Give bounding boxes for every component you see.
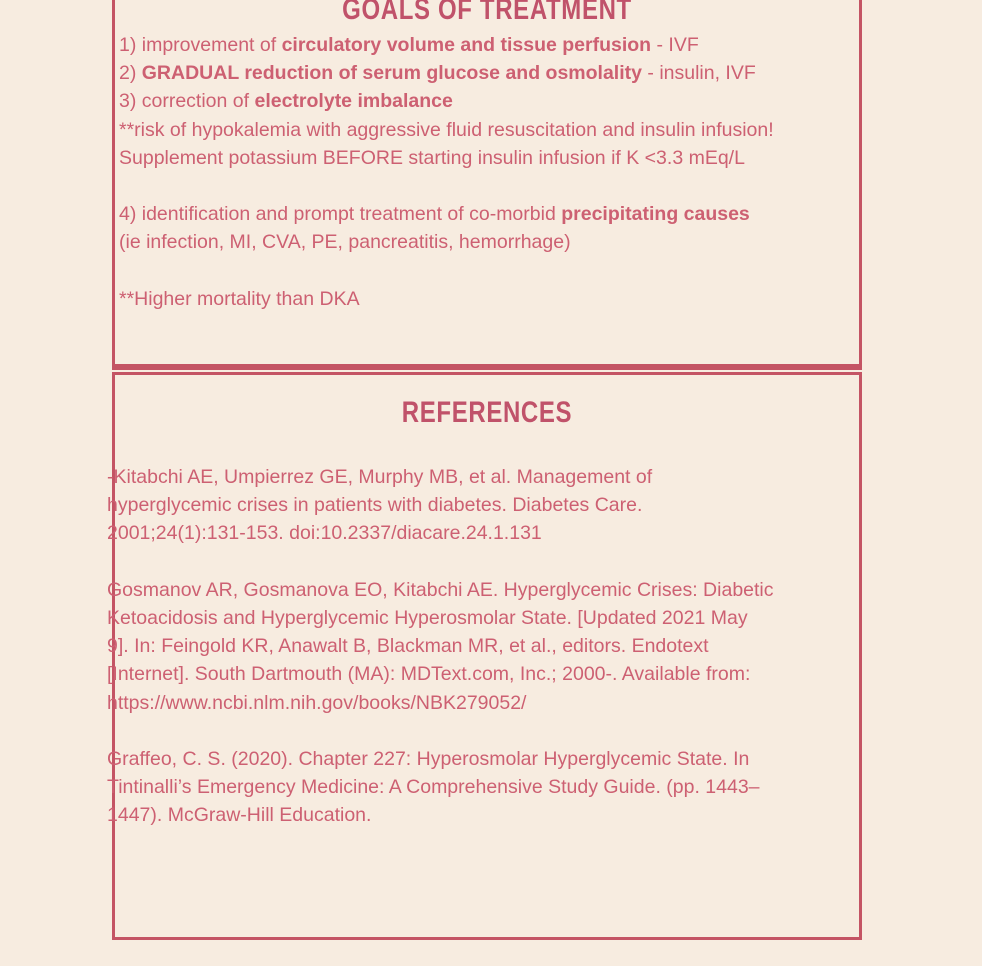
reference-line: 1447). McGraw-Hill Education.: [107, 804, 372, 827]
emphasis-text: GRADUAL reduction of serum glucose and osmolality: [141, 62, 642, 85]
plain-text: 1) improvement of: [119, 34, 282, 56]
goals-of-treatment-heading: GOALS OF TREATMENT: [342, 0, 632, 26]
reference-line: https://www.ncbi.nlm.nih.gov/books/NBK279052/: [107, 691, 527, 714]
goal-note-potassium-1: [119, 116, 879, 144]
reference-line: 2001;24(1):131-153. doi:10.2337/diacare.24.1.131: [107, 522, 542, 545]
goals-of-treatment-panel: [112, 0, 862, 370]
goal-2: [119, 59, 879, 87]
goal-1: [119, 31, 879, 59]
goals-of-treatment-body: [119, 31, 879, 313]
references-heading: REFERENCES: [401, 396, 573, 429]
reference-gosmanov: [107, 576, 875, 717]
references-panel: [107, 372, 862, 940]
reference-line: -Kitabchi AE, Umpierrez GE, Murphy MB, et al. Management of: [107, 466, 653, 488]
reference-line: Gosmanov AR, Gosmanova EO, Kitabchi AE. Hyperglycemic Crises: Diabetic: [107, 578, 774, 601]
plain-text: 4) identification and prompt treatment of co-morbid: [119, 203, 562, 226]
plain-text: (ie infection, MI, CVA, PE, pancreatitis, hemorrhage): [119, 231, 571, 254]
goal-4-examples: [119, 228, 879, 256]
reference-line: 9]. In: Feingold KR, Anawalt B, Blackman MR, et al., editors. Endotext: [107, 635, 709, 658]
emphasis-text: precipitating causes: [561, 203, 750, 226]
reference-graffeo: [107, 745, 875, 830]
plain-text: 2): [119, 62, 142, 85]
reference-line: Tintinalli’s Emergency Medicine: A Comprehensive Study Guide. (pp. 1443–: [107, 776, 760, 799]
plain-text: **Higher mortality than DKA: [119, 287, 360, 310]
references-body: [107, 463, 875, 829]
goal-note-potassium-2: [119, 144, 879, 172]
reference-line: Graffeo, C. S. (2020). Chapter 227: Hyperosmolar Hyperglycemic State. In: [107, 747, 750, 770]
reference-kitabchi: [107, 463, 875, 548]
emphasis-text: circulatory volume and tissue perfusion: [281, 34, 652, 56]
plain-text: Supplement potassium BEFORE starting insulin infusion if K <3.3 mEq/L: [119, 146, 745, 169]
goal-spacer-2: [119, 257, 879, 285]
plain-text: - IVF: [651, 34, 699, 56]
plain-text: - insulin, IVF: [641, 62, 756, 85]
goal-4: [119, 200, 879, 228]
goal-spacer-1: [119, 172, 879, 200]
plain-text: 3) correction of: [119, 90, 255, 113]
goal-note-mortality: [119, 285, 879, 313]
reference-line: Ketoacidosis and Hyperglycemic Hyperosmolar State. [Updated 2021 May: [107, 606, 748, 629]
goal-3: [119, 87, 879, 115]
reference-line: [Internet]. South Dartmouth (MA): MDText.com, Inc.; 2000-. Available from:: [107, 663, 751, 686]
emphasis-text: electrolyte imbalance: [254, 90, 453, 113]
reference-line: hyperglycemic crises in patients with diabetes. Diabetes Care.: [107, 494, 643, 517]
plain-text: **risk of hypokalemia with aggressive fluid resuscitation and insulin infusion!: [119, 118, 774, 141]
